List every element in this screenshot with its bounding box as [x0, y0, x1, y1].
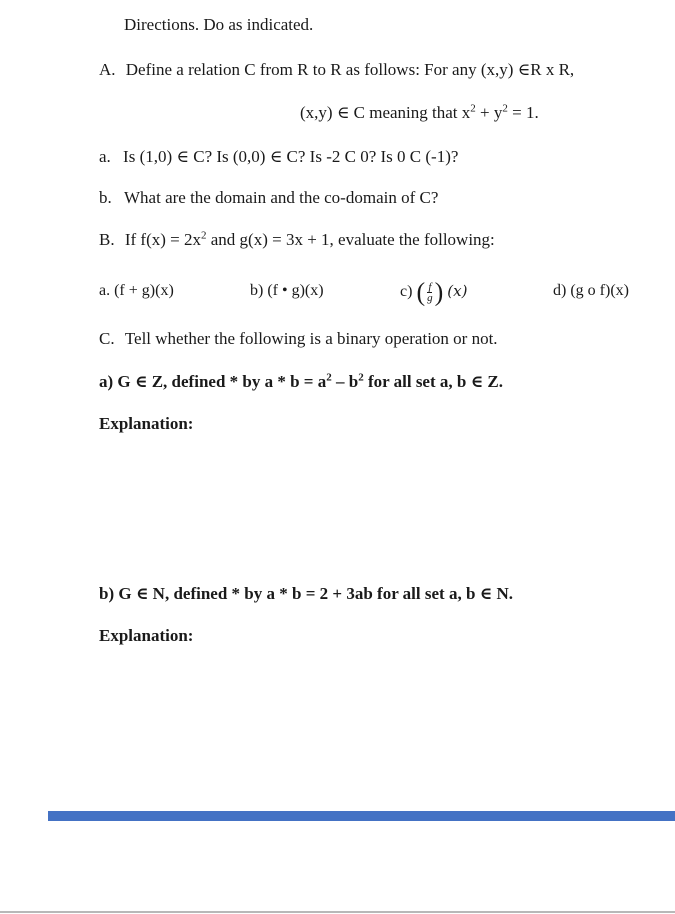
part-c-question-a — [99, 372, 503, 392]
part-a-text: Define a relation C from R to R as follows: For any (x,y) ∈R x R, — [125, 60, 575, 79]
condition-prefix: (x,y) ∈ C meaning that x — [300, 103, 471, 122]
item-c-label: c) — [400, 283, 413, 300]
fraction-denominator: g — [427, 291, 433, 304]
part-a-question-b — [99, 188, 438, 208]
question-b-text: What are the domain and the co-domain of C? — [124, 188, 439, 207]
page-bottom-rule — [0, 911, 675, 913]
part-a-heading — [99, 60, 574, 80]
condition-mid: + y — [475, 103, 503, 122]
part-b-item-a: a. (f + g)(x) — [99, 282, 174, 299]
fraction-numerator: f — [428, 280, 432, 293]
part-b-suffix: and g(x) = 3x + 1, evaluate the following: — [206, 230, 495, 249]
qa-sup-1: 2 — [326, 371, 332, 384]
part-b-heading — [99, 230, 495, 250]
left-paren-glyph: ( — [416, 277, 426, 307]
explanation-label-2: Explanation: — [99, 626, 194, 645]
part-b-item-b: b) (f • g)(x) — [250, 282, 324, 299]
f-over-g-fraction — [426, 282, 434, 303]
part-b-label: B. — [99, 230, 115, 249]
item-c-x: (x) — [447, 282, 468, 300]
question-a-text: Is (1,0) ∈ C? Is (0,0) ∈ C? Is -2 C 0? Is 0 C (-1)? — [123, 147, 459, 166]
part-b-sup: 2 — [201, 229, 207, 242]
part-c-heading — [99, 329, 498, 349]
part-b-item-c — [400, 277, 468, 307]
part-c-question-b: b) G ∈ N, defined * by a * b = 2 + 3ab for all set a, b ∈ N. — [99, 584, 514, 603]
part-b-prefix: If f(x) = 2x — [124, 230, 201, 249]
qa-prefix: a) G ∈ Z, defined * by a * b = a — [99, 372, 327, 391]
qa-mid: – b — [331, 372, 359, 391]
page-divider-bar — [48, 811, 675, 821]
condition-suffix: = 1. — [507, 103, 539, 122]
part-c-label: C. — [99, 329, 115, 348]
part-b-text — [125, 230, 495, 249]
qa-suffix: for all set a, b ∈ Z. — [363, 372, 504, 391]
part-a-condition — [300, 103, 539, 123]
right-paren-glyph: ) — [434, 277, 444, 307]
directions-text: Directions. Do as indicated. — [124, 15, 314, 34]
part-a-question-a — [99, 147, 458, 167]
condition-sup-2: 2 — [502, 102, 508, 115]
qa-sup-2: 2 — [358, 371, 364, 384]
question-a-label: a. — [99, 147, 111, 166]
explanation-label-1: Explanation: — [99, 414, 194, 433]
question-b-label: b. — [99, 188, 112, 207]
condition-sup-1: 2 — [470, 102, 476, 115]
part-b-item-d: d) (g o f)(x) — [553, 282, 629, 299]
part-a-label: A. — [99, 60, 116, 79]
part-c-text: Tell whether the following is a binary operation or not. — [124, 329, 498, 348]
